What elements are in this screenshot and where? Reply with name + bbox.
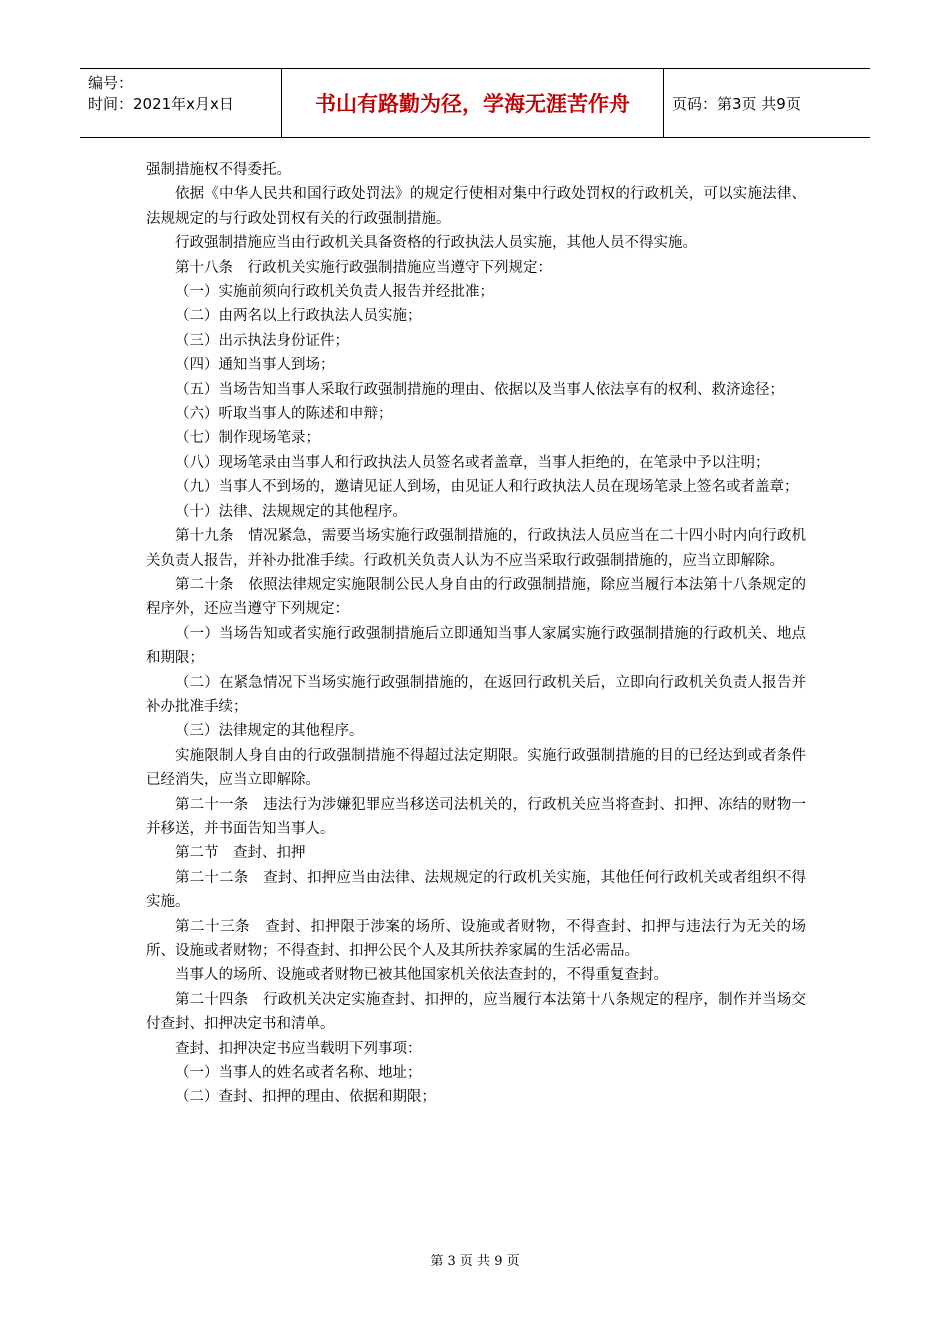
- body-paragraph: （二）由两名以上行政执法人员实施；: [175, 308, 422, 325]
- body-paragraph: （十）法律、法规规定的其他程序。: [175, 503, 407, 520]
- body-paragraph: （四）通知当事人到场；: [175, 357, 335, 374]
- body-paragraph: （三）法律规定的其他程序。: [175, 723, 364, 740]
- body-paragraph: （一）当场告知或者实施行政强制措施后立即通知当事人家属实施行政强制措施的行政机关、地点和期限；: [146, 625, 806, 667]
- document-number-label: 编号：: [88, 74, 134, 92]
- body-paragraph: 第二节 查封、扣押: [175, 845, 306, 862]
- body-paragraph: （一）当事人的姓名或者名称、地址；: [175, 1065, 422, 1082]
- body-paragraph: （五）当场告知当事人采取行政强制措施的理由、依据以及当事人依法享有的权利、救济途径；: [175, 381, 784, 398]
- header-page-number: 页码：第3页 共9页: [672, 94, 801, 113]
- document-time-label: 时间：2021年x月x日: [88, 95, 234, 113]
- body-paragraph: （九）当事人不到场的，邀请见证人到场，由见证人和行政执法人员在现场笔录上签名或者盖章；: [175, 479, 799, 496]
- body-paragraph: （一）实施前须向行政机关负责人报告并经批准；: [175, 284, 494, 301]
- body-paragraph: 强制措施权不得委托。: [146, 162, 291, 178]
- body-paragraph: （八）现场笔录由当事人和行政执法人员签名或者盖章，当事人拒绝的，在笔录中予以注明；: [175, 454, 770, 471]
- header-motto: 书山有路勤为径，学海无涯苦作舟: [282, 69, 664, 137]
- body-paragraph: 行政强制措施应当由行政机关具备资格的行政执法人员实施，其他人员不得实施。: [175, 235, 697, 252]
- body-paragraph: 当事人的场所、设施或者财物已被其他国家机关依法查封的，不得重复查封。: [175, 967, 668, 984]
- document-body: [146, 158, 806, 1110]
- body-paragraph: （七）制作现场笔录；: [175, 430, 320, 447]
- body-paragraph: 第二十二条 查封、扣押应当由法律、法规规定的行政机关实施，其他任何行政机关或者组织不得实施。: [146, 869, 806, 911]
- body-paragraph: 依据《中华人民共和国行政处罚法》的规定行使相对集中行政处罚权的行政机关，可以实施法律、法规规定的与行政处罚权有关的行政强制措施。: [146, 186, 806, 227]
- body-paragraph: （六）听取当事人的陈述和申辩；: [175, 406, 393, 423]
- page-footer: 第 3 页 共 9 页: [430, 1254, 520, 1269]
- body-paragraph: 查封、扣押决定书应当载明下列事项：: [175, 1040, 422, 1057]
- body-paragraph: （二）查封、扣押的理由、依据和期限；: [175, 1089, 436, 1106]
- body-paragraph: （三）出示执法身份证件；: [175, 332, 349, 349]
- body-paragraph: 第十八条 行政机关实施行政强制措施应当遵守下列规定：: [175, 259, 552, 276]
- body-paragraph: 第二十条 依照法律规定实施限制公民人身自由的行政强制措施，除应当履行本法第十八条规定的程序外，还应当遵守下列规定：: [146, 576, 806, 618]
- body-paragraph: 第二十三条 查封、扣押限于涉案的场所、设施或者财物，不得查封、扣押与违法行为无关的场所、设施或者财物；不得查封、扣押公民个人及其所扶养家属的生活必需品。: [146, 918, 806, 959]
- body-paragraph: （二）在紧急情况下当场实施行政强制措施的，在返回行政机关后，立即向行政机关负责人报告并补办批准手续；: [146, 674, 806, 715]
- page-header: [80, 68, 870, 138]
- header-meta: [80, 69, 282, 137]
- body-paragraph: 实施限制人身自由的行政强制措施不得超过法定期限。实施行政强制措施的目的已经达到或者条件已经消失，应当立即解除。: [146, 747, 806, 789]
- body-paragraph: 第二十一条 违法行为涉嫌犯罪应当移送司法机关的，行政机关应当将查封、扣押、冻结的财物一并移送，并书面告知当事人。: [146, 796, 806, 837]
- body-paragraph: 第二十四条 行政机关决定实施查封、扣押的，应当履行本法第十八条规定的程序，制作并当场交付查封、扣押决定书和清单。: [146, 991, 806, 1033]
- body-paragraph: 第十九条 情况紧急，需要当场实施行政强制措施的，行政执法人员应当在二十四小时内向行政机关负责人报告，并补办批准手续。行政机关负责人认为不应当采取行政强制措施的，应当立即解除。: [146, 528, 806, 569]
